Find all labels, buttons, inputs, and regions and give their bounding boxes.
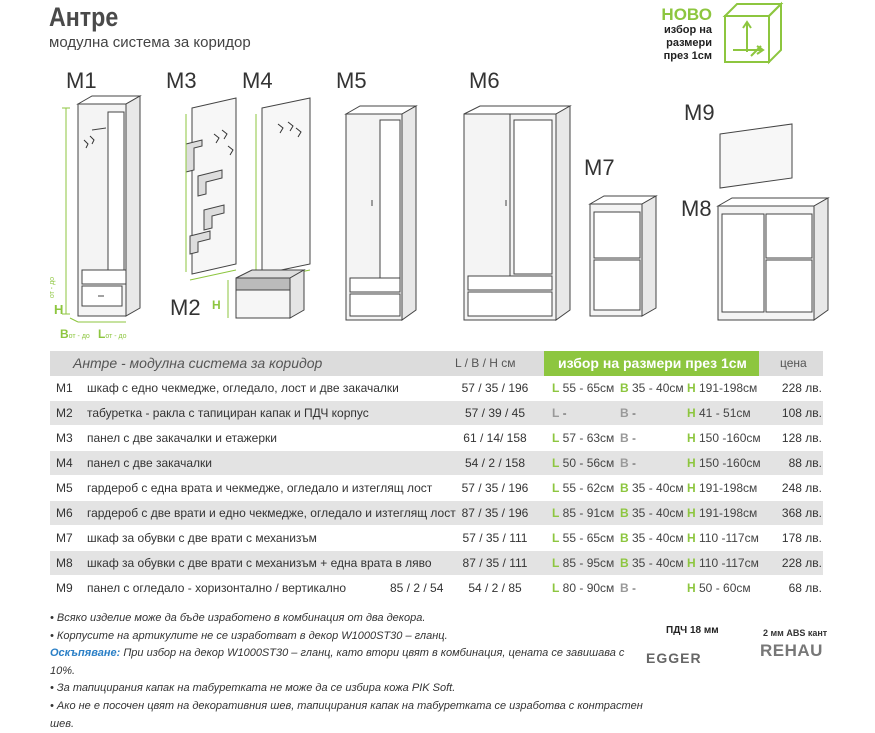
row-price: 128 лв.: [781, 431, 822, 445]
header-sizes: избор на размери през 1см: [544, 351, 759, 376]
row-dims: 54 / 2 / 158: [464, 456, 526, 470]
novo-line-2: размери: [666, 37, 712, 49]
row-extra-dims: 85 / 2 / 54: [390, 581, 444, 595]
size-h-key: H: [687, 531, 696, 545]
row-price: 68 лв.: [788, 581, 822, 595]
row-desc: панел с огледало - хоризонтално / вертикално: [87, 581, 347, 595]
rehau-logo: REHAU: [760, 641, 823, 660]
novo-line-1: избор на: [663, 24, 712, 36]
size-l-val: -: [559, 406, 567, 420]
note-3-key: Оскъпяване:: [50, 647, 121, 660]
size-b-val: -: [628, 406, 637, 420]
dim-h-key: H: [54, 302, 64, 317]
row-desc: шкаф за обувки с две врати с механизъм + една врата в ляво: [87, 556, 432, 570]
row-code: M2: [56, 406, 73, 420]
size-b-val: 35 - 40см: [628, 381, 684, 395]
size-h-val: 191-198см: [695, 481, 758, 495]
size-l-key: L: [552, 481, 560, 495]
size-h-key: H: [687, 481, 696, 495]
size-h-key: H: [687, 431, 696, 445]
row-sizes: [544, 576, 759, 601]
label-m1: M1: [66, 68, 97, 93]
row-size-b: [620, 556, 684, 570]
size-b-val: 35 - 40см: [628, 481, 684, 495]
row-sizes: [544, 401, 759, 426]
size-l-key: L: [552, 406, 560, 420]
table-row: [50, 476, 823, 501]
egger-logo: EGGER: [646, 650, 702, 666]
row-price: 88 лв.: [788, 456, 822, 470]
row-desc: панел с две закачалки и етажерки: [87, 431, 277, 445]
row-size-b: [620, 406, 636, 420]
size-l-key: L: [552, 381, 560, 395]
price-table: [50, 351, 823, 601]
row-price: 228 лв.: [781, 556, 822, 570]
size-b-key: B: [620, 381, 629, 395]
table-row: [50, 401, 823, 426]
row-code: M1: [56, 381, 73, 395]
size-h-val: 191-198см: [695, 506, 758, 520]
m3-drawing: [186, 98, 236, 274]
table-body: [50, 376, 823, 601]
label-m5: M5: [336, 68, 367, 93]
size-l-key: L: [552, 581, 560, 595]
dim-h-unit: от - до: [49, 276, 57, 299]
size-b-key: B: [620, 431, 629, 445]
dim-l-key: L: [98, 327, 106, 341]
size-b-key: B: [620, 506, 629, 520]
note-5: • Ако не е посочен цвят на декоративния шев, тапицирания капак на табуретката се изработва с контрастен шев.: [50, 699, 643, 730]
row-size-b: [620, 531, 684, 545]
row-dims: 61 / 14/ 158: [463, 431, 527, 445]
size-l-key: L: [552, 456, 560, 470]
m2-drawing: [236, 270, 304, 318]
row-size-b: [620, 456, 636, 470]
header-title: Антре - модулна система за коридор: [73, 355, 323, 371]
size-h-key: H: [687, 456, 696, 470]
note-1: • Всяко изделие може да бъде изработено в комбинация от два декора.: [50, 612, 426, 624]
size-l-val: 50 - 56см: [559, 456, 615, 470]
table-row: [50, 576, 823, 601]
row-size-h: [687, 406, 751, 420]
m1-drawing: [78, 96, 140, 316]
m5-drawing: [346, 106, 416, 320]
row-size-l: [552, 556, 614, 570]
size-h-val: 150 -160см: [695, 456, 761, 470]
table-row: [50, 451, 823, 476]
m8-drawing: [718, 198, 828, 320]
page-title: Антре: [49, 2, 119, 32]
row-desc: табуретка - ракла с тапициран капак и ПДЧ корпус: [87, 406, 369, 420]
dim-b-unit: от - до: [68, 333, 90, 340]
row-code: M6: [56, 506, 73, 520]
dim-l-unit: от - до: [105, 333, 127, 340]
row-sizes: [544, 426, 759, 451]
size-b-key: B: [620, 556, 629, 570]
row-size-l: [552, 481, 614, 495]
row-desc: шкаф за обувки с две врати с механизъм: [87, 531, 317, 545]
size-l-val: 80 - 90см: [559, 581, 615, 595]
size-h-key: H: [687, 581, 696, 595]
notes: [50, 610, 650, 733]
row-sizes: [544, 476, 759, 501]
row-desc: шкаф с едно чекмедже, огледало, лост и две закачалки: [87, 381, 399, 395]
row-size-h: [687, 556, 759, 570]
page-subtitle: модулна система за коридор: [49, 34, 251, 51]
size-h-key: H: [687, 506, 696, 520]
row-price: 368 лв.: [781, 506, 822, 520]
size-h-key: H: [687, 406, 696, 420]
label-m8: M8: [681, 196, 712, 221]
m7-drawing: [590, 196, 656, 316]
size-h-val: 191-198см: [695, 381, 758, 395]
size-h-key: H: [687, 556, 696, 570]
table-row: [50, 501, 823, 526]
row-dims: 54 / 2 / 85: [468, 581, 522, 595]
row-code: M7: [56, 531, 73, 545]
row-desc: гардероб с две врати и едно чекмедже, огледало и изтеглящ лост: [87, 506, 456, 520]
size-b-key: B: [620, 581, 629, 595]
furniture-drawings: [0, 0, 875, 350]
size-l-key: L: [552, 531, 560, 545]
row-dims: 57 / 39 / 45: [464, 406, 526, 420]
row-size-h: [687, 506, 757, 520]
size-b-key: B: [620, 406, 629, 420]
table-header: [50, 351, 823, 376]
row-size-h: [687, 431, 761, 445]
pdch-label: ПДЧ 18 мм: [666, 625, 719, 636]
row-size-h: [687, 531, 759, 545]
row-code: M4: [56, 456, 73, 470]
size-b-val: -: [628, 456, 637, 470]
label-m4: M4: [242, 68, 273, 93]
size-b-val: -: [628, 431, 637, 445]
size-h-key: H: [687, 381, 696, 395]
size-l-val: 85 - 91см: [559, 506, 615, 520]
row-dims: 57 / 35 / 111: [462, 531, 528, 545]
row-code: M8: [56, 556, 73, 570]
row-size-l: [552, 381, 614, 395]
row-size-b: [620, 481, 684, 495]
novo-label: НОВО: [661, 5, 712, 24]
dim-b-key: B: [60, 327, 69, 341]
row-code: M5: [56, 481, 73, 495]
label-m3: M3: [166, 68, 197, 93]
row-size-b: [620, 431, 636, 445]
row-size-h: [687, 481, 757, 495]
label-m7: M7: [584, 155, 615, 180]
row-price: 228 лв.: [781, 381, 822, 395]
header-price: цена: [780, 356, 807, 370]
row-size-l: [552, 431, 614, 445]
size-h-val: 110 -117см: [695, 556, 759, 570]
row-size-b: [620, 506, 684, 520]
size-b-val: 35 - 40см: [628, 506, 684, 520]
row-dims: 57 / 35 / 196: [461, 381, 529, 395]
m9-drawing: [720, 124, 792, 188]
row-sizes: [544, 501, 759, 526]
table-row: [50, 551, 823, 576]
size-b-val: 35 - 40см: [628, 556, 684, 570]
size-h-val: 41 - 51см: [695, 406, 751, 420]
table-row: [50, 426, 823, 451]
abs-label: 2 мм ABS кант: [763, 628, 828, 638]
row-size-l: [552, 406, 567, 420]
note-4: • За тапицирания капак на табуретката не може да се избира кожа PIK Soft.: [50, 682, 456, 695]
size-h-val: 110 -117см: [695, 531, 759, 545]
row-size-l: [552, 456, 614, 470]
row-desc: панел с две закачалки: [87, 456, 212, 470]
note-3-text: При избор на декор W1000ST30 – гланц, като втори цвят в комбинация, цената се завишава с 10%.: [50, 647, 625, 677]
row-price: 248 лв.: [781, 481, 822, 495]
size-l-key: L: [552, 431, 560, 445]
note-3: [50, 645, 650, 680]
row-sizes: [544, 376, 759, 401]
row-price: 178 лв.: [781, 531, 822, 545]
table-row: [50, 376, 823, 401]
size-b-val: -: [628, 581, 637, 595]
m6-drawing: [464, 106, 570, 320]
size-l-val: 55 - 65см: [559, 381, 615, 395]
row-sizes: [544, 451, 759, 476]
row-sizes: [544, 526, 759, 551]
row-size-h: [687, 456, 761, 470]
label-m6: M6: [469, 68, 500, 93]
row-size-h: [687, 381, 757, 395]
row-sizes: [544, 551, 759, 576]
row-desc: гардероб с една врата и чекмедже, огледало и изтеглящ лост: [87, 481, 433, 495]
row-size-h: [687, 581, 751, 595]
row-code: M3: [56, 431, 73, 445]
label-m2: M2: [170, 295, 201, 320]
row-size-l: [552, 581, 614, 595]
novo-line-3: през 1см: [663, 50, 712, 62]
size-b-key: B: [620, 456, 629, 470]
m4-drawing: [262, 98, 310, 274]
note-2: • Корпусите на артикулите не се изработват в декор W1000ST30 – гланц.: [50, 629, 448, 642]
table-row: [50, 526, 823, 551]
row-dims: 87 / 35 / 196: [461, 506, 529, 520]
header-dims: L / B / H см: [455, 356, 516, 370]
size-h-val: 150 -160см: [695, 431, 761, 445]
row-size-l: [552, 531, 614, 545]
row-size-b: [620, 581, 636, 595]
size-b-key: B: [620, 481, 629, 495]
size-l-val: 55 - 62см: [559, 481, 615, 495]
row-code: M9: [56, 581, 73, 595]
row-size-b: [620, 381, 684, 395]
size-b-val: 35 - 40см: [628, 531, 684, 545]
dim-h-m2-key: H: [212, 298, 221, 312]
label-m9: M9: [684, 100, 715, 125]
size-l-key: L: [552, 556, 560, 570]
size-b-key: B: [620, 531, 629, 545]
row-size-l: [552, 506, 614, 520]
size-l-key: L: [552, 506, 560, 520]
row-dims: 87 / 35 / 111: [462, 556, 528, 570]
row-price: 108 лв.: [781, 406, 822, 420]
size-l-val: 57 - 63см: [559, 431, 615, 445]
row-dims: 57 / 35 / 196: [461, 481, 529, 495]
size-h-val: 50 - 60см: [695, 581, 751, 595]
size-l-val: 55 - 65см: [559, 531, 615, 545]
size-l-val: 85 - 95см: [559, 556, 615, 570]
